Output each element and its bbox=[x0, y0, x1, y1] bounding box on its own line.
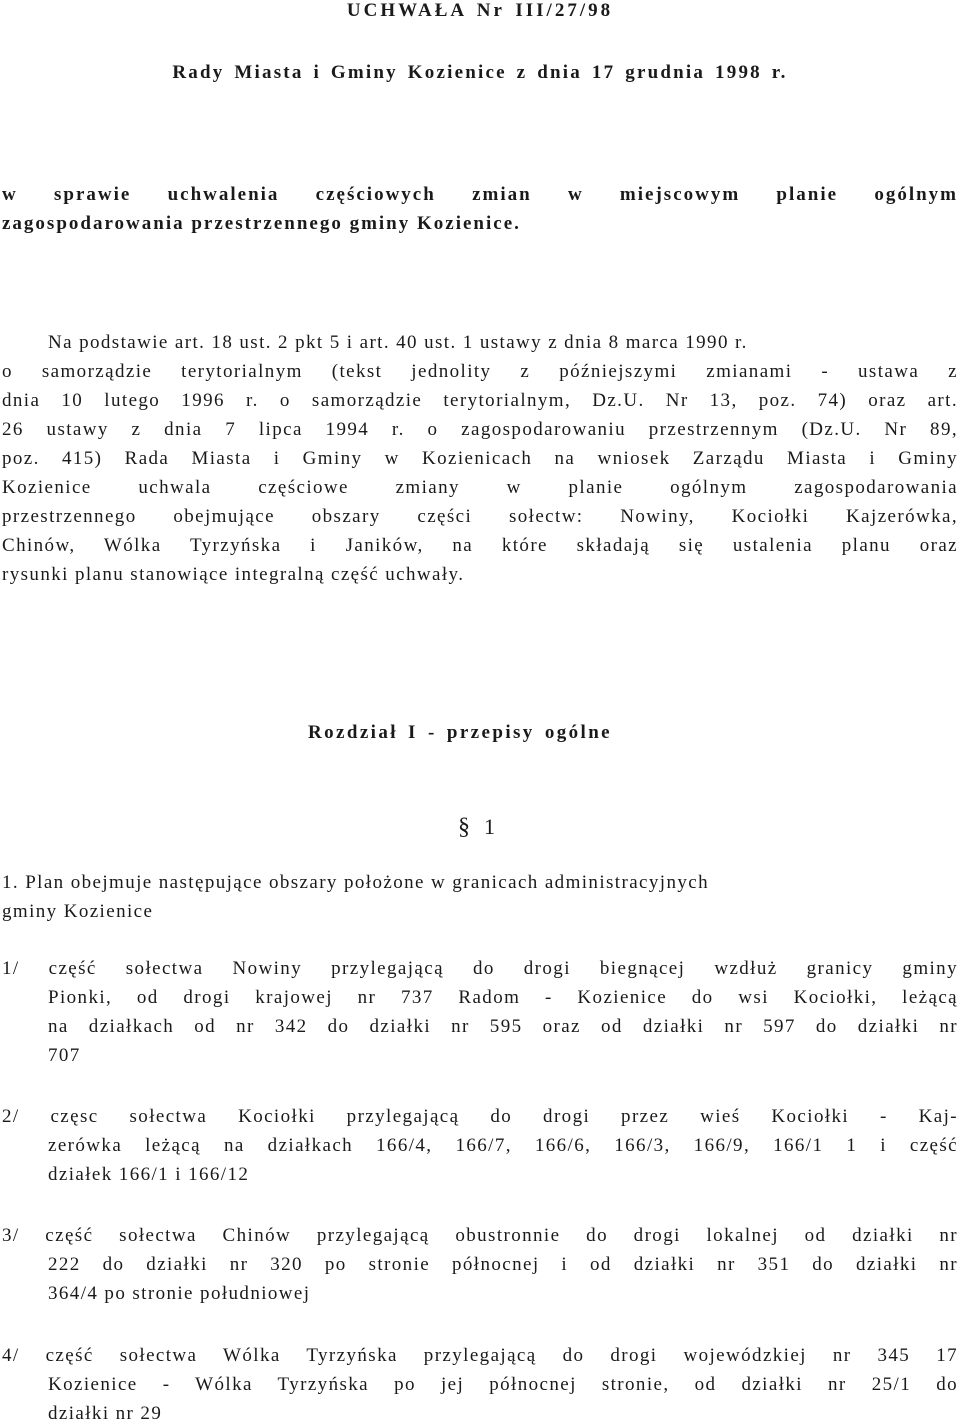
point-1-line-2: gminy Kozienice bbox=[2, 901, 154, 922]
list-item-line: Kozienice - Wólka Tyrzyńska po jej północnej stronie, od działki nr 25/1 do bbox=[48, 1374, 958, 1395]
document-title: UCHWAŁA Nr III/27/98 bbox=[346, 0, 614, 21]
preamble-line: o samorządzie terytorialnym (tekst jednolity z późniejszymi zmianami - ustawa z bbox=[2, 361, 958, 382]
preamble-line: poz. 415) Rada Miasta i Gminy w Kozienicach na wniosek Zarządu Miasta i Gminy bbox=[2, 448, 958, 469]
list-item-line: działki nr 29 bbox=[48, 1403, 163, 1424]
preamble-line: Kozienice uchwala częściowe zmiany w planie ogólnym zagospodarowania bbox=[2, 477, 958, 498]
preamble-line: Chinów, Wólka Tyrzyńska i Janików, na które składają się ustalenia planu oraz bbox=[2, 535, 958, 556]
document-subtitle: Rady Miasta i Gminy Kozienice z dnia 17 grudnia 1998 r. bbox=[172, 62, 788, 83]
list-item-line: 4/ część sołectwa Wólka Tyrzyńska przylegającą do drogi wojewódzkiej nr 345 17 bbox=[2, 1345, 958, 1366]
section-heading bbox=[458, 814, 495, 841]
preamble-line: rysunki planu stanowiące integralną część uchwały. bbox=[2, 564, 465, 585]
list-item-line: Pionki, od drogi krajowej nr 737 Radom - Kozienice do wsi Kociołki, leżącą bbox=[48, 987, 958, 1008]
chapter-heading: Rozdział I - przepisy ogólne bbox=[308, 722, 613, 743]
point-1-line-1: 1. Plan obejmuje następujące obszary położone w granicach administracyjnych bbox=[2, 872, 709, 893]
preamble-line: dnia 10 lutego 1996 r. o samorządzie terytorialnym, Dz.U. Nr 13, poz. 74) oraz art. bbox=[2, 390, 958, 411]
subject-line-1: w sprawie uchwalenia częściowych zmian w miejscowym planie ogólnym bbox=[2, 184, 958, 205]
section-symbol: § bbox=[458, 814, 470, 840]
list-item-line: 707 bbox=[48, 1045, 81, 1066]
preamble-line: Na podstawie art. 18 ust. 2 pkt 5 i art. 40 ust. 1 ustawy z dnia 8 marca 1990 r. bbox=[48, 332, 748, 353]
list-item-line: zerówka leżącą na działkach 166/4, 166/7, 166/6, 166/3, 166/9, 166/1 1 i część bbox=[48, 1135, 958, 1156]
section-number: 1 bbox=[484, 814, 495, 839]
subject-line-2: zagospodarowania przestrzennego gminy Kozienice. bbox=[2, 213, 521, 234]
list-item-line: 3/ część sołectwa Chinów przylegającą obustronnie do drogi lokalnej od działki nr bbox=[2, 1225, 958, 1246]
list-item-line: na działkach od nr 342 do działki nr 595 oraz od działki nr 597 do działki nr bbox=[48, 1016, 958, 1037]
preamble-line: 26 ustawy z dnia 7 lipca 1994 r. o zagospodarowaniu przestrzennym (Dz.U. Nr 89, bbox=[2, 419, 958, 440]
list-item-line: 1/ część sołectwa Nowiny przylegającą do drogi biegnącej wzdłuż granicy gminy bbox=[2, 958, 958, 979]
list-item-line: 2/ częsc sołectwa Kociołki przylegającą do drogi przez wieś Kociołki - Kaj- bbox=[2, 1106, 958, 1127]
list-item-line: 364/4 po stronie południowej bbox=[48, 1283, 311, 1304]
preamble-line: przestrzennego obejmujące obszary części sołectw: Nowiny, Kociołki Kajzerówka, bbox=[2, 506, 958, 527]
list-item-line: działek 166/1 i 166/12 bbox=[48, 1164, 250, 1185]
list-item-line: 222 do działki nr 320 po stronie północnej i od działki nr 351 do działki nr bbox=[48, 1254, 958, 1275]
